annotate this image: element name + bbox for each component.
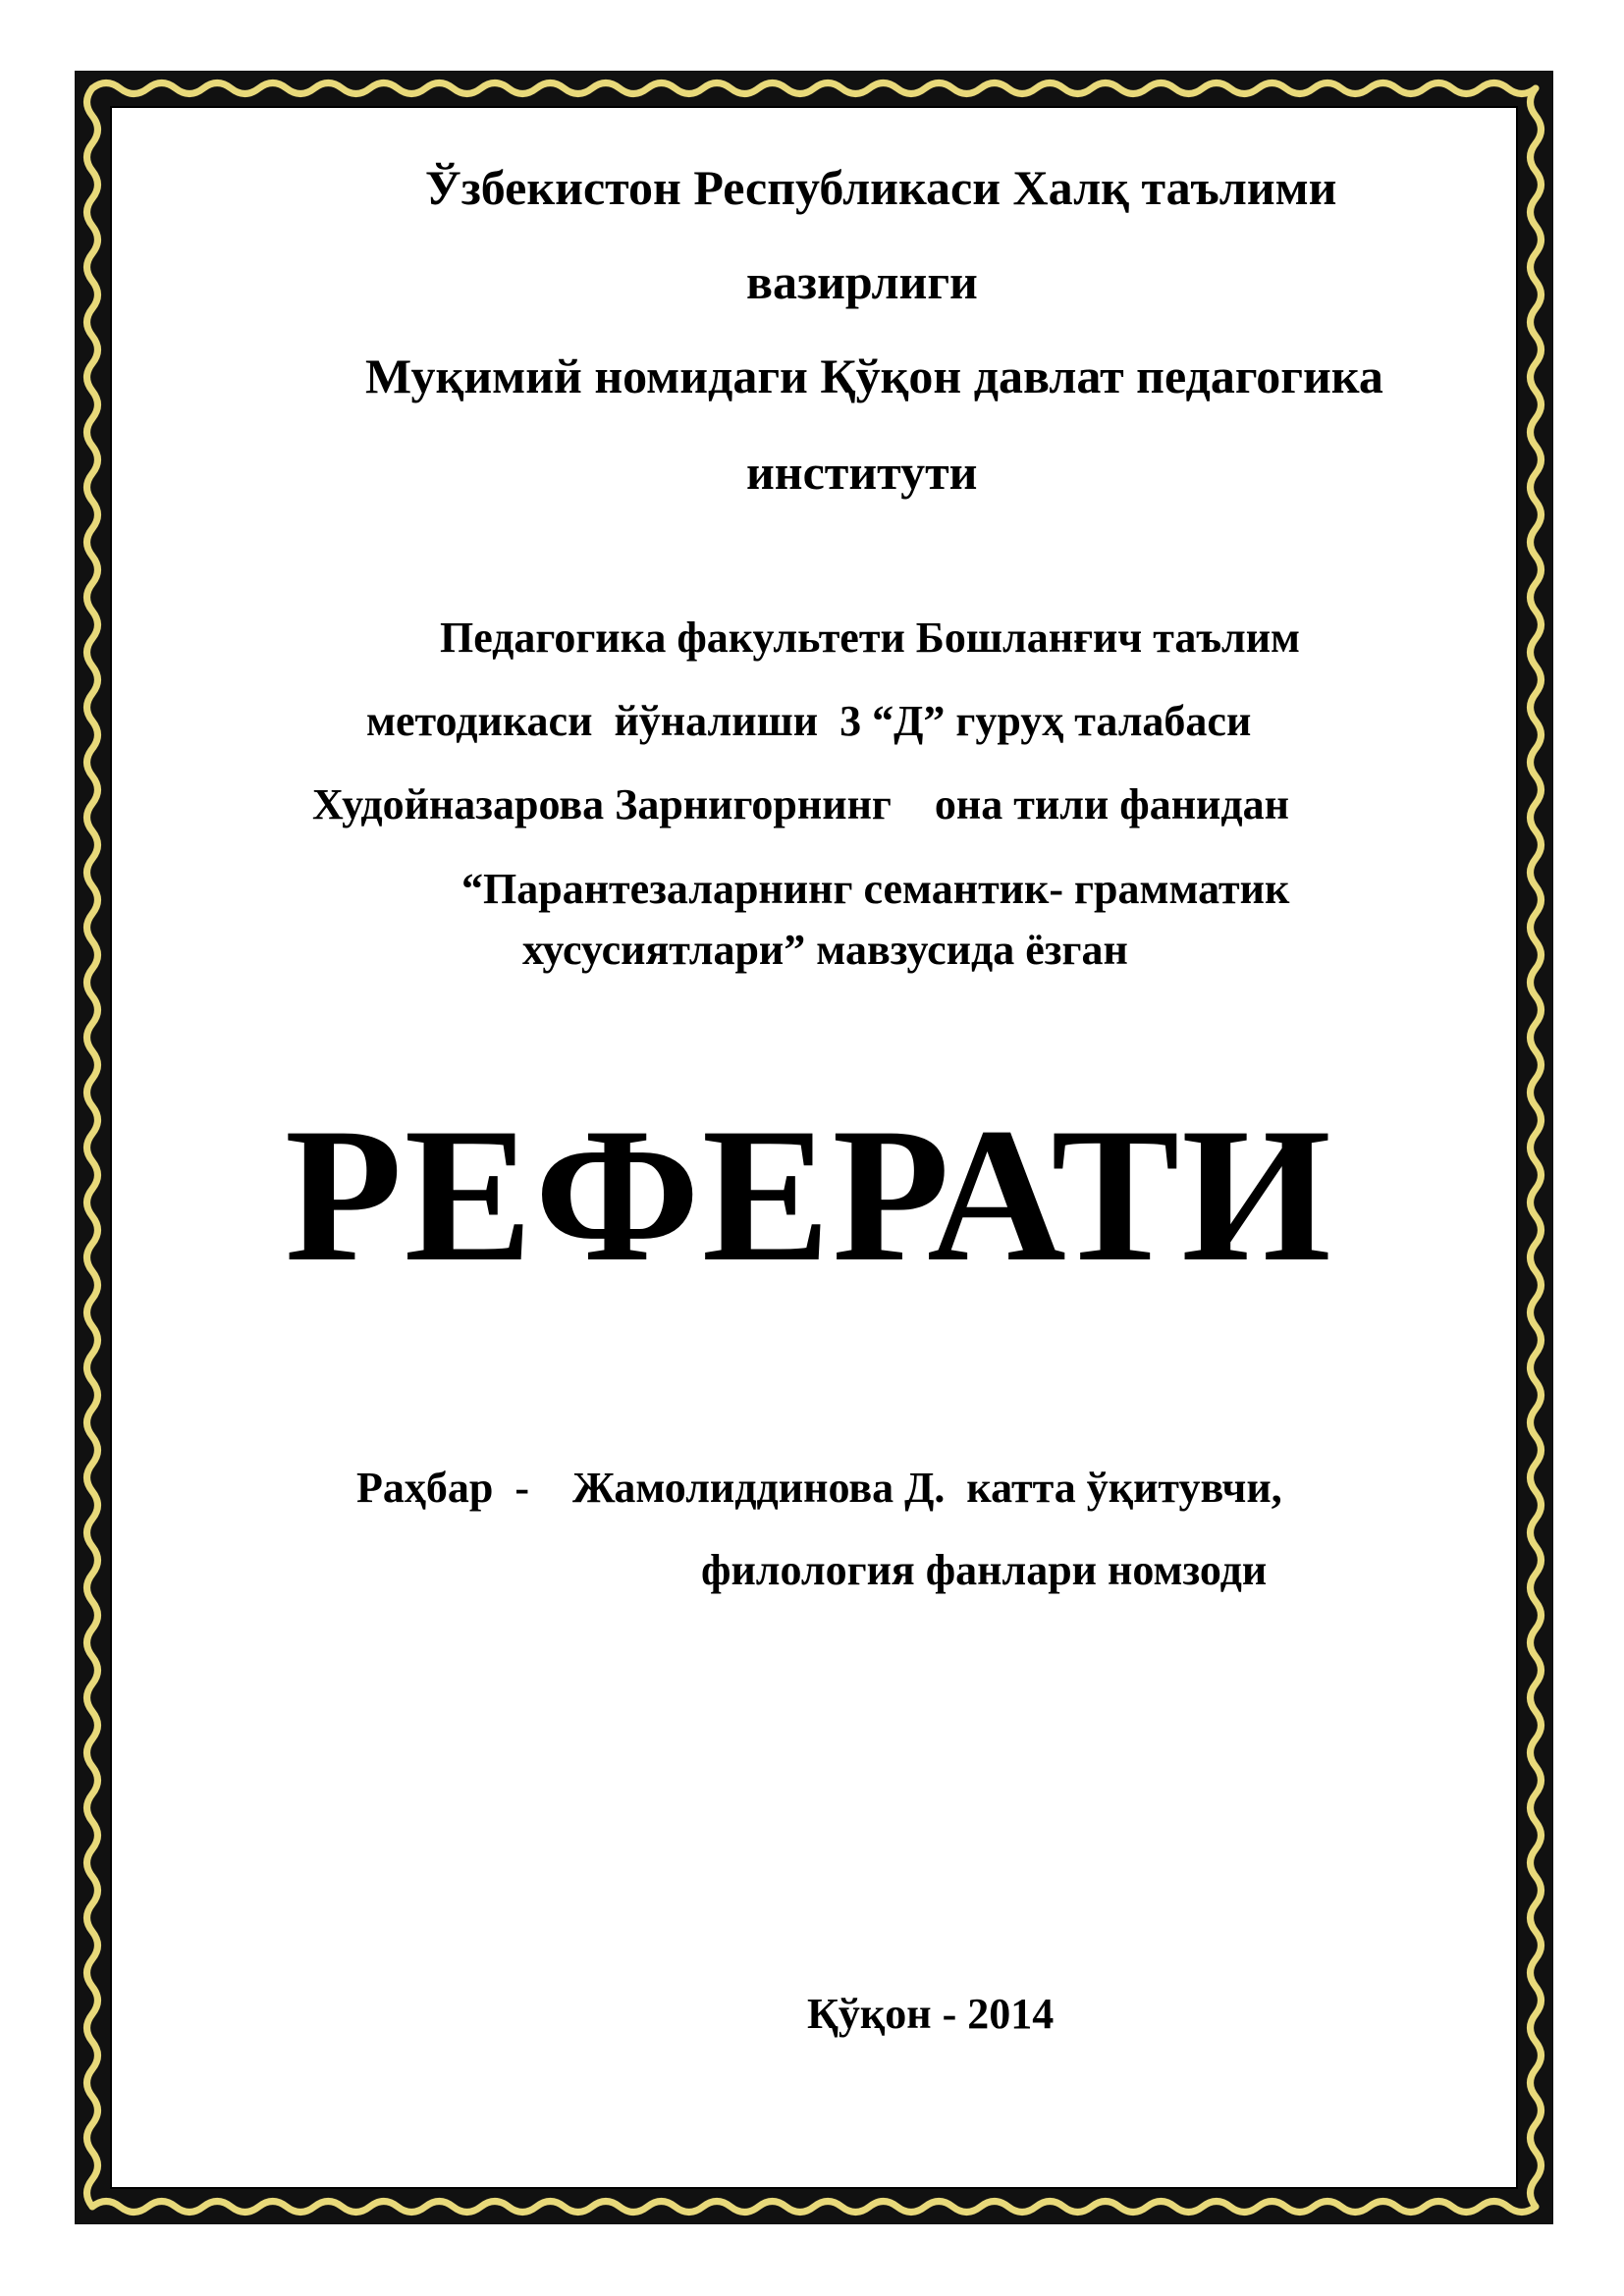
description-line-3: Худойназарова Зарнигорнинг она тили фанидан [312,780,1290,828]
institute-line-2: институти [746,445,978,500]
description-line-2: методикаси йўналиши 3 “Д” гуруҳ талабаси [366,697,1252,745]
ministry-line-2: вазирлиги [746,254,978,309]
description-line-1: Педагогика факультети Бошланғич таълим [440,614,1301,662]
border-wave-2 [87,88,98,2207]
supervisor-line-2: филология фанлари номзоди [701,1546,1268,1594]
ministry-line-1: Ўзбекистон Республикаси Халқ таълими [425,160,1337,215]
supervisor-line-1: Раҳбар - Жамолиддинова Д. катта ўқитувчи, [356,1464,1282,1512]
border-wave-1 [92,2202,1536,2213]
description-line-4: “Парантезаларнинг семантик- грамматик [461,865,1290,913]
institute-line-1: Муқимий номидаги Қўқон давлат педагогика [365,348,1383,403]
border-wave-3 [1531,88,1542,2207]
border-wave-0 [92,83,1536,94]
place-and-year: Қўқон - 2014 [807,1990,1055,2038]
document-title: РЕФЕРАТИ [285,1089,1333,1302]
description-line-5: хусусиятлари” мавзусида ёзган [522,926,1128,974]
